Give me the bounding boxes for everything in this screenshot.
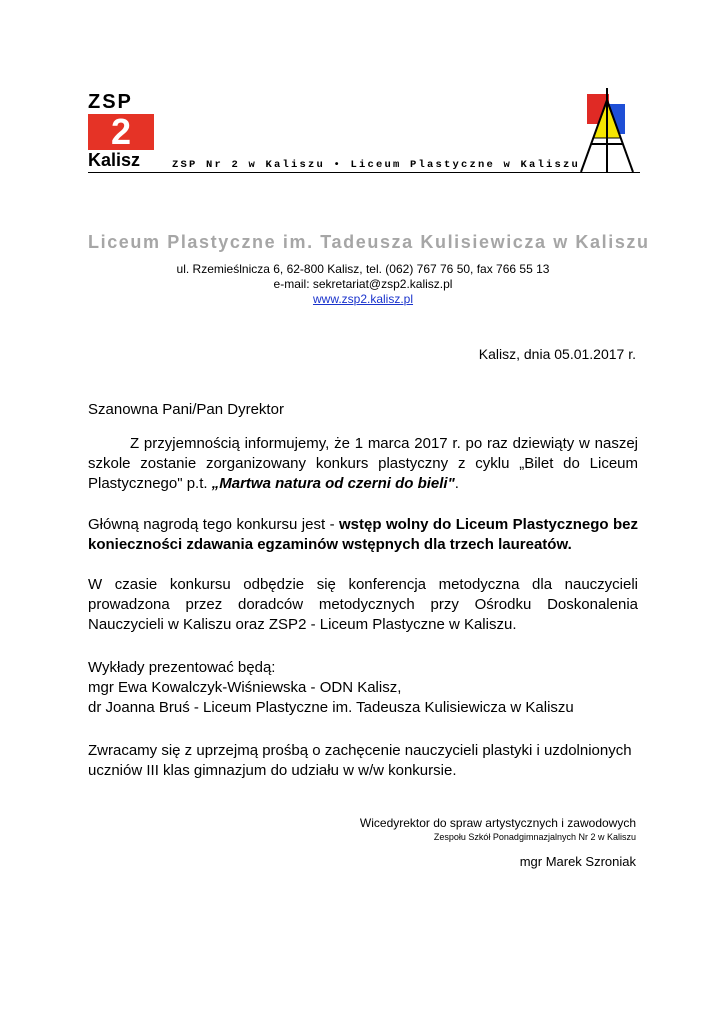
header-divider bbox=[88, 172, 640, 173]
prize-description: wstęp wolny do Liceum Plastycznego bez konieczności zdawania egzaminów wstępnych dla trzech laureatów. bbox=[88, 516, 638, 553]
signature-institution: Zespołu Szkół Ponadgimnazjalnych Nr 2 w Kaliszu bbox=[433, 832, 636, 842]
lecturer-item: mgr Ewa Kowalczyk-Wiśniewska - ODN Kalisz, bbox=[88, 679, 402, 696]
school-email: e-mail: sekretariat@zsp2.kalisz.pl bbox=[273, 277, 453, 291]
letter-date: Kalisz, dnia 05.01.2017 r. bbox=[478, 346, 636, 362]
header-tagline: ZSP Nr 2 w Kaliszu • Liceum Plastyczne w Kaliszu bbox=[172, 159, 581, 171]
logo-bottom-text: Kalisz bbox=[88, 150, 141, 170]
prize-intro: Główną nagrodą tego konkursu jest - bbox=[88, 516, 340, 533]
signature-role: Wicedyrektor do spraw artystycznych i zawodowych bbox=[359, 816, 636, 830]
school-name: Liceum Plastyczne im. Tadeusza Kulisiewicza w Kaliszu bbox=[88, 232, 650, 252]
lectures-intro: Wykłady prezentować będą: bbox=[88, 659, 276, 676]
paragraph-invitation bbox=[88, 434, 638, 494]
paragraph-conference: W czasie konkursu odbędzie się konferencja metodyczna dla nauczycieli prowadzona przez doradców metodycznych przy Ośrodku Doskonalenia Nauczycieli w Kaliszu oraz ZSP2 - Liceum Plastyczne w Kaliszu. bbox=[88, 576, 638, 633]
salutation: Szanowna Pani/Pan Dyrektor bbox=[88, 401, 284, 418]
lecturer-item: dr Joanna Bruś - Liceum Plastyczne im. Tadeusza Kulisiewicza w Kaliszu bbox=[88, 699, 574, 716]
signature-name: mgr Marek Szroniak bbox=[519, 854, 636, 869]
easel-logo-icon bbox=[577, 88, 637, 174]
logo-number: 2 bbox=[88, 114, 154, 150]
logo-top-text: ZSP bbox=[88, 91, 133, 113]
paragraph-request: Zwracamy się z uprzejmą prośbą o zachęcenie nauczycieli plastyki i uzdolnionych uczniów III klas gimnazjum do udziału w w/w konkursie. bbox=[88, 742, 632, 779]
school-website-link[interactable]: www.zsp2.kalisz.pl bbox=[312, 292, 414, 306]
invitation-text: Z przyjemnością informujemy, że 1 marca 2017 r. po raz dziewiąty w naszej szkole zostanie zorganizowany konkurs plastyczny z cyklu „Bilet do Liceum Plastycznego" p.t. bbox=[88, 435, 638, 492]
school-logo bbox=[88, 92, 158, 172]
contest-title: „Martwa natura od czerni do bieli" bbox=[211, 475, 455, 492]
paragraph-prize bbox=[88, 515, 638, 555]
school-address: ul. Rzemieślnicza 6, 62-800 Kalisz, tel. (062) 767 76 50, fax 766 55 13 bbox=[176, 262, 550, 276]
invitation-end: . bbox=[454, 475, 459, 492]
